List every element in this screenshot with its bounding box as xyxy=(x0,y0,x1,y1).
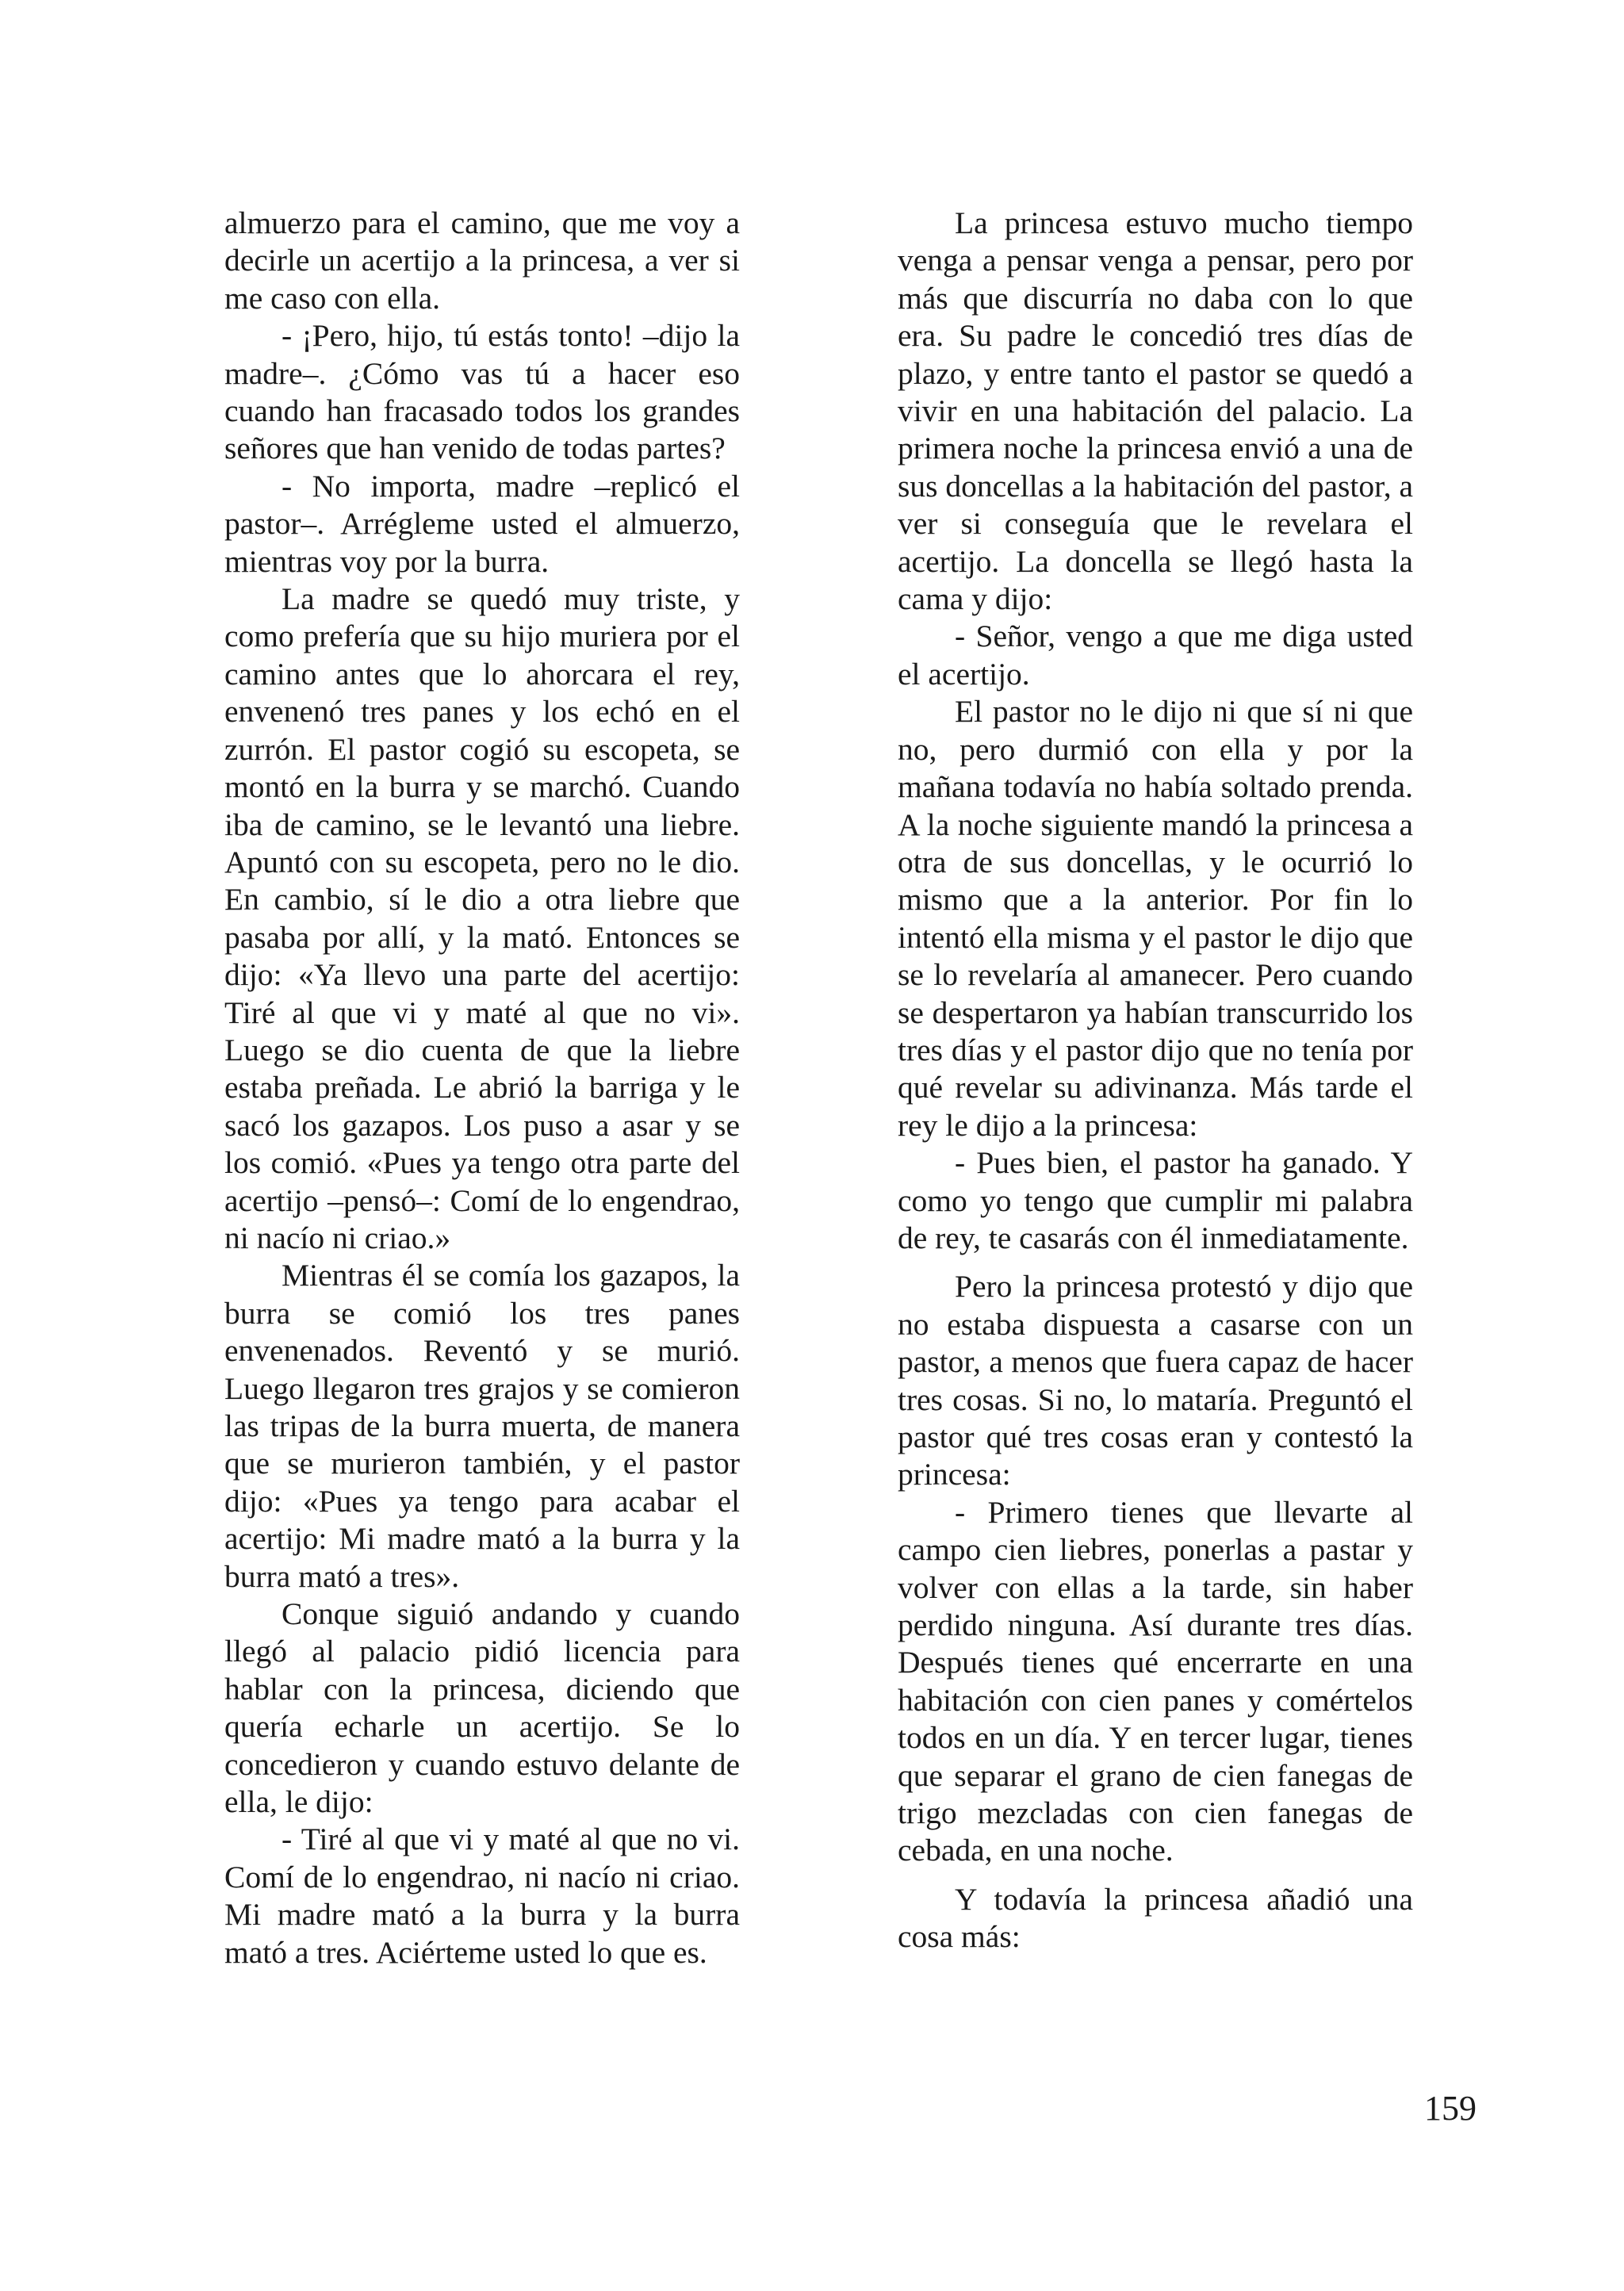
paragraph: - ¡Pero, hijo, tú estás tonto! –dijo la madre–. ¿Cómo vas tú a hacer eso cuando han fracasado todos los grandes señores que han venido de todas partes? xyxy=(224,318,740,466)
paragraph: - Señor, vengo a que me diga usted el acertijo. xyxy=(898,619,1413,692)
paragraph: almuerzo para el camino, que me voy a decirle un acertijo a la princesa, a ver si me caso con ella. xyxy=(224,205,740,316)
page-number: 159 xyxy=(1424,2089,1477,2128)
paragraph: Y todavía la princesa añadió una cosa más: xyxy=(898,1881,1413,1955)
paragraph: - Tiré al que vi y maté al que no vi. Comí de lo engendrao, ni nacío ni criao. Mi madre mató a la burra y la burra mató a tres. Aciérteme usted lo que es. xyxy=(224,1822,740,1970)
left-text-column xyxy=(224,205,740,1971)
paragraph: Mientras él se comía los gazapos, la burra se comió los tres panes envenenados. Reventó y se murió. Luego llegaron tres grajos y se comieron las tripas de la burra muerta, de manera que se murieron también, y el pastor dijo: «Pues ya tengo para acabar el acertijo: Mi madre mató a la burra y la burra mató a tres». xyxy=(224,1258,740,1594)
paragraph: El pastor no le dijo ni que sí ni que no, pero durmió con ella y por la mañana todavía no había soltado prenda. A la noche siguiente mandó la princesa a otra de sus doncellas, y le ocurrió lo mismo que a la anterior. Por fin lo intentó ella misma y el pastor le dijo que se lo revelaría al amanecer. Pero cuando se despertaron ya habían transcurrido los tres días y el pastor dijo que no tenía por qué revelar su adivinanza. Más tarde el rey le dijo a la princesa: xyxy=(898,694,1413,1143)
paragraph: Conque siguió andando y cuando llegó al palacio pidió licencia para hablar con la princesa, diciendo que quería echarle un acertijo. Se lo concedieron y cuando estuvo delante de ella, le dijo: xyxy=(224,1596,740,1820)
paragraph: - No importa, madre –replicó el pastor–. Arrégleme usted el almuerzo, mientras voy por la burra. xyxy=(224,468,740,579)
paragraph: La madre se quedó muy triste, y como prefería que su hijo muriera por el camino antes que lo ahorcara el rey, envenenó tres panes y los echó en el zurrón. El pastor cogió su escopeta, se montó en la burra y se marchó. Cuando iba de camino, se le levantó una liebre. Apuntó con su escopeta, pero no le dio. En cambio, sí le dio a otra liebre que pasaba por allí, y la mató. Entonces se dijo: «Ya llevo una parte del acertijo: Tiré al que vi y maté al que no vi». Luego se dio cuenta de que la liebre estaba preñada. Le abrió la barriga y le sacó los gazapos. Los puso a asar y se los comió. «Pues ya tengo otra parte del acertijo –pensó–: Comí de lo engendrao, ni nacío ni criao.» xyxy=(224,581,740,1255)
paragraph: - Pues bien, el pastor ha ganado. Y como yo tengo que cumplir mi palabra de rey, te casarás con él inmediatamente. xyxy=(898,1145,1413,1255)
right-text-column xyxy=(898,205,1413,1956)
paragraph: La princesa estuvo mucho tiempo venga a pensar venga a pensar, pero por más que discurría no daba con lo que era. Su padre le concedió tres días de plazo, y entre tanto el pastor se quedó a vivir en una habitación del palacio. La primera noche la princesa envió a una de sus doncellas a la habitación del pastor, a ver si conseguía que le revelara el acertijo. La doncella se llegó hasta la cama y dijo: xyxy=(898,205,1413,617)
paragraph: - Primero tienes que llevarte al campo cien liebres, ponerlas a pastar y volver con ellas a la tarde, sin haber perdido ninguna. Así durante tres días. Después tienes qué encerrarte en una habitación con cien panes y comértelos todos en un día. Y en tercer lugar, tienes que separar el grano de cien fanegas de trigo mezcladas con cien fanegas de cebada, en una noche. xyxy=(898,1494,1413,1868)
paragraph: Pero la princesa protestó y dijo que no estaba dispuesta a casarse con un pastor, a menos que fuera capaz de hacer tres cosas. Si no, lo mataría. Preguntó el pastor qué tres cosas eran y contestó la princesa: xyxy=(898,1269,1413,1492)
